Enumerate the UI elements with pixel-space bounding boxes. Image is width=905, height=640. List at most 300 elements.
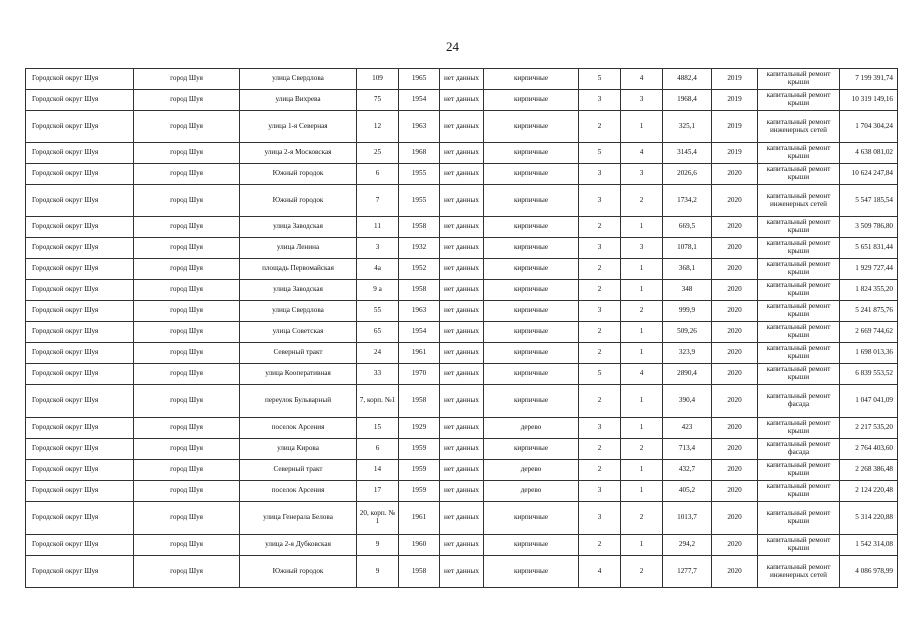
area-cell: 2026,6 [663,164,712,185]
cost-cell: 1 047 041,09 [840,385,898,418]
street-cell: поселок Арсения [240,418,357,439]
municipality-cell: Городской округ Шуя [26,185,134,217]
entrances-cell: 1 [621,322,663,343]
area-cell: 323,9 [663,343,712,364]
table-row [26,556,898,588]
cost-cell: 5 314 220,88 [840,502,898,535]
street-cell: Южный городок [240,556,357,588]
area-cell: 669,5 [663,217,712,238]
settlement-cell: город Шуя [134,259,240,280]
year-built-cell: 1954 [399,322,440,343]
cost-cell: 1 929 727,44 [840,259,898,280]
municipality-cell: Городской округ Шуя [26,481,134,502]
year-built-cell: 1961 [399,343,440,364]
year-built-cell: 1929 [399,418,440,439]
year-built-cell: 1959 [399,460,440,481]
house-number-cell: 7 [357,185,399,217]
repair-year-cell: 2019 [712,111,758,143]
settlement-cell: город Шуя [134,90,240,111]
table-row [26,185,898,217]
work-type-cell: капитальный ремонт крыши [758,502,840,535]
street-cell: улица Кирова [240,439,357,460]
table-row [26,238,898,259]
street-cell: Северный тракт [240,343,357,364]
house-number-cell: 11 [357,217,399,238]
municipality-cell: Городской округ Шуя [26,217,134,238]
wall-material-cell: кирпичные [484,111,579,143]
house-number-cell: 9 а [357,280,399,301]
street-cell: улица 2-я Дубковская [240,535,357,556]
work-type-cell: капитальный ремонт крыши [758,481,840,502]
street-cell: улица Заводская [240,280,357,301]
repair-year-cell: 2020 [712,364,758,385]
municipality-cell: Городской округ Шуя [26,238,134,259]
cost-cell: 2 268 386,48 [840,460,898,481]
wall-material-cell: кирпичные [484,385,579,418]
street-cell: улица Ленина [240,238,357,259]
floors-cell: 2 [579,385,621,418]
house-number-cell: 55 [357,301,399,322]
year-commissioned-cell: нет данных [440,69,484,90]
work-type-cell: капитальный ремонт крыши [758,418,840,439]
entrances-cell: 1 [621,481,663,502]
work-type-cell: капитальный ремонт крыши [758,364,840,385]
repair-year-cell: 2020 [712,217,758,238]
area-cell: 423 [663,418,712,439]
settlement-cell: город Шуя [134,439,240,460]
settlement-cell: город Шуя [134,385,240,418]
cost-cell: 2 124 220,48 [840,481,898,502]
area-cell: 999,9 [663,301,712,322]
cost-cell: 4 086 978,99 [840,556,898,588]
year-built-cell: 1955 [399,185,440,217]
settlement-cell: город Шуя [134,418,240,439]
year-commissioned-cell: нет данных [440,301,484,322]
settlement-cell: город Шуя [134,164,240,185]
wall-material-cell: кирпичные [484,143,579,164]
repair-year-cell: 2020 [712,259,758,280]
wall-material-cell: кирпичные [484,69,579,90]
work-type-cell: капитальный ремонт инженерных сетей [758,111,840,143]
year-commissioned-cell: нет данных [440,481,484,502]
floors-cell: 3 [579,164,621,185]
entrances-cell: 1 [621,259,663,280]
municipality-cell: Городской округ Шуя [26,460,134,481]
table-row [26,259,898,280]
settlement-cell: город Шуя [134,460,240,481]
table-row [26,69,898,90]
floors-cell: 2 [579,535,621,556]
municipality-cell: Городской округ Шуя [26,535,134,556]
municipality-cell: Городской округ Шуя [26,111,134,143]
municipality-cell: Городской округ Шуя [26,418,134,439]
entrances-cell: 1 [621,217,663,238]
year-commissioned-cell: нет данных [440,185,484,217]
year-commissioned-cell: нет данных [440,238,484,259]
year-commissioned-cell: нет данных [440,322,484,343]
year-built-cell: 1958 [399,217,440,238]
wall-material-cell: дерево [484,481,579,502]
year-commissioned-cell: нет данных [440,217,484,238]
cost-cell: 1 704 304,24 [840,111,898,143]
entrances-cell: 2 [621,502,663,535]
entrances-cell: 4 [621,143,663,164]
year-commissioned-cell: нет данных [440,259,484,280]
municipality-cell: Городской округ Шуя [26,556,134,588]
floors-cell: 2 [579,259,621,280]
wall-material-cell: кирпичные [484,238,579,259]
cost-cell: 5 547 185,54 [840,185,898,217]
page-number: 24 [446,39,459,54]
entrances-cell: 1 [621,418,663,439]
work-type-cell: капитальный ремонт крыши [758,280,840,301]
year-commissioned-cell: нет данных [440,502,484,535]
repair-year-cell: 2019 [712,143,758,164]
cost-cell: 10 624 247,84 [840,164,898,185]
entrances-cell: 2 [621,439,663,460]
floors-cell: 3 [579,502,621,535]
wall-material-cell: кирпичные [484,535,579,556]
area-cell: 713,4 [663,439,712,460]
area-cell: 1734,2 [663,185,712,217]
floors-cell: 3 [579,301,621,322]
floors-cell: 2 [579,280,621,301]
floors-cell: 5 [579,69,621,90]
wall-material-cell: кирпичные [484,364,579,385]
work-type-cell: капитальный ремонт фасада [758,385,840,418]
settlement-cell: город Шуя [134,185,240,217]
area-cell: 368,1 [663,259,712,280]
year-commissioned-cell: нет данных [440,111,484,143]
settlement-cell: город Шуя [134,364,240,385]
table-row [26,111,898,143]
entrances-cell: 1 [621,385,663,418]
repair-year-cell: 2020 [712,460,758,481]
year-commissioned-cell: нет данных [440,418,484,439]
table-row [26,143,898,164]
repair-year-cell: 2019 [712,90,758,111]
repair-year-cell: 2020 [712,481,758,502]
year-commissioned-cell: нет данных [440,280,484,301]
table-row [26,418,898,439]
entrances-cell: 3 [621,164,663,185]
cost-cell: 2 764 403,60 [840,439,898,460]
wall-material-cell: кирпичные [484,217,579,238]
settlement-cell: город Шуя [134,69,240,90]
house-number-cell: 17 [357,481,399,502]
house-number-cell: 9 [357,556,399,588]
year-built-cell: 1959 [399,481,440,502]
cost-cell: 2 217 535,20 [840,418,898,439]
municipality-cell: Городской округ Шуя [26,69,134,90]
municipality-cell: Городской округ Шуя [26,143,134,164]
floors-cell: 2 [579,460,621,481]
municipality-cell: Городской округ Шуя [26,90,134,111]
municipality-cell: Городской округ Шуя [26,322,134,343]
municipality-cell: Городской округ Шуя [26,301,134,322]
year-commissioned-cell: нет данных [440,439,484,460]
table-row [26,164,898,185]
house-number-cell: 20, корп. № 1 [357,502,399,535]
settlement-cell: город Шуя [134,535,240,556]
work-type-cell: капитальный ремонт крыши [758,217,840,238]
year-built-cell: 1968 [399,143,440,164]
cost-cell: 4 638 081,02 [840,143,898,164]
table-row [26,217,898,238]
repair-year-cell: 2020 [712,343,758,364]
municipality-cell: Городской округ Шуя [26,502,134,535]
area-cell: 405,2 [663,481,712,502]
floors-cell: 2 [579,439,621,460]
settlement-cell: город Шуя [134,343,240,364]
wall-material-cell: кирпичные [484,439,579,460]
table-row [26,322,898,343]
area-cell: 1277,7 [663,556,712,588]
wall-material-cell: кирпичные [484,343,579,364]
repair-year-cell: 2020 [712,322,758,343]
street-cell: Северный тракт [240,460,357,481]
work-type-cell: капитальный ремонт крыши [758,301,840,322]
cost-cell: 3 509 786,80 [840,217,898,238]
house-number-cell: 33 [357,364,399,385]
street-cell: улица Советская [240,322,357,343]
work-type-cell: капитальный ремонт крыши [758,238,840,259]
municipality-cell: Городской округ Шуя [26,439,134,460]
cost-cell: 5 241 875,76 [840,301,898,322]
floors-cell: 5 [579,143,621,164]
street-cell: переулок Бульварный [240,385,357,418]
house-number-cell: 24 [357,343,399,364]
work-type-cell: капитальный ремонт крыши [758,343,840,364]
work-type-cell: капитальный ремонт крыши [758,322,840,343]
street-cell: улица Вихрева [240,90,357,111]
municipality-cell: Городской округ Шуя [26,280,134,301]
floors-cell: 2 [579,111,621,143]
work-type-cell: капитальный ремонт крыши [758,259,840,280]
entrances-cell: 3 [621,238,663,259]
entrances-cell: 1 [621,343,663,364]
settlement-cell: город Шуя [134,322,240,343]
entrances-cell: 1 [621,460,663,481]
year-commissioned-cell: нет данных [440,364,484,385]
house-number-cell: 6 [357,164,399,185]
area-cell: 348 [663,280,712,301]
municipality-cell: Городской округ Шуя [26,385,134,418]
settlement-cell: город Шуя [134,143,240,164]
work-type-cell: капитальный ремонт крыши [758,69,840,90]
area-cell: 4882,4 [663,69,712,90]
work-type-cell: капитальный ремонт инженерных сетей [758,185,840,217]
settlement-cell: город Шуя [134,481,240,502]
work-type-cell: капитальный ремонт крыши [758,164,840,185]
street-cell: улица 2-я Московская [240,143,357,164]
wall-material-cell: кирпичные [484,185,579,217]
entrances-cell: 1 [621,280,663,301]
year-built-cell: 1965 [399,69,440,90]
area-cell: 294,2 [663,535,712,556]
year-commissioned-cell: нет данных [440,164,484,185]
floors-cell: 2 [579,322,621,343]
street-cell: улица Заводская [240,217,357,238]
house-number-cell: 14 [357,460,399,481]
table-row [26,343,898,364]
year-built-cell: 1959 [399,439,440,460]
repair-year-cell: 2020 [712,301,758,322]
table-row [26,364,898,385]
table-row [26,460,898,481]
house-number-cell: 7, корп. №1 [357,385,399,418]
year-built-cell: 1952 [399,259,440,280]
settlement-cell: город Шуя [134,238,240,259]
settlement-cell: город Шуя [134,217,240,238]
year-built-cell: 1932 [399,238,440,259]
cost-cell: 5 651 831,44 [840,238,898,259]
housing-repair-table [25,68,898,588]
repair-year-cell: 2019 [712,69,758,90]
municipality-cell: Городской округ Шуя [26,164,134,185]
street-cell: улица Кооперативная [240,364,357,385]
cost-cell: 10 319 149,16 [840,90,898,111]
floors-cell: 5 [579,364,621,385]
entrances-cell: 4 [621,364,663,385]
cost-cell: 1 824 355,20 [840,280,898,301]
street-cell: улица Свердлова [240,301,357,322]
year-built-cell: 1970 [399,364,440,385]
settlement-cell: город Шуя [134,556,240,588]
house-number-cell: 6 [357,439,399,460]
year-built-cell: 1955 [399,164,440,185]
house-number-cell: 12 [357,111,399,143]
entrances-cell: 4 [621,69,663,90]
table-row [26,280,898,301]
entrances-cell: 3 [621,90,663,111]
floors-cell: 2 [579,343,621,364]
work-type-cell: капитальный ремонт крыши [758,90,840,111]
wall-material-cell: кирпичные [484,164,579,185]
entrances-cell: 2 [621,301,663,322]
year-built-cell: 1958 [399,280,440,301]
house-number-cell: 25 [357,143,399,164]
wall-material-cell: кирпичные [484,90,579,111]
area-cell: 2890,4 [663,364,712,385]
street-cell: Южный городок [240,185,357,217]
area-cell: 1968,4 [663,90,712,111]
table-row [26,481,898,502]
wall-material-cell: кирпичные [484,502,579,535]
street-cell: площадь Первомайская [240,259,357,280]
repair-year-cell: 2020 [712,238,758,259]
wall-material-cell: кирпичные [484,259,579,280]
repair-year-cell: 2020 [712,556,758,588]
year-commissioned-cell: нет данных [440,385,484,418]
floors-cell: 3 [579,418,621,439]
house-number-cell: 15 [357,418,399,439]
repair-year-cell: 2020 [712,439,758,460]
municipality-cell: Городской округ Шуя [26,259,134,280]
year-commissioned-cell: нет данных [440,90,484,111]
work-type-cell: капитальный ремонт крыши [758,143,840,164]
year-built-cell: 1963 [399,301,440,322]
table-row [26,502,898,535]
work-type-cell: капитальный ремонт инженерных сетей [758,556,840,588]
entrances-cell: 1 [621,111,663,143]
wall-material-cell: дерево [484,418,579,439]
area-cell: 432,7 [663,460,712,481]
table-row [26,439,898,460]
table-row [26,90,898,111]
street-cell: улица Генерала Белова [240,502,357,535]
wall-material-cell: кирпичные [484,556,579,588]
repair-year-cell: 2020 [712,502,758,535]
municipality-cell: Городской округ Шуя [26,343,134,364]
repair-year-cell: 2020 [712,418,758,439]
area-cell: 325,1 [663,111,712,143]
repair-year-cell: 2020 [712,535,758,556]
table-row [26,385,898,418]
floors-cell: 3 [579,185,621,217]
wall-material-cell: кирпичные [484,280,579,301]
street-cell: улица 1-я Северная [240,111,357,143]
floors-cell: 3 [579,481,621,502]
floors-cell: 3 [579,238,621,259]
area-cell: 509,26 [663,322,712,343]
wall-material-cell: кирпичные [484,322,579,343]
house-number-cell: 3 [357,238,399,259]
area-cell: 1013,7 [663,502,712,535]
floors-cell: 3 [579,90,621,111]
repair-year-cell: 2020 [712,164,758,185]
year-built-cell: 1963 [399,111,440,143]
house-number-cell: 75 [357,90,399,111]
table-row [26,301,898,322]
year-commissioned-cell: нет данных [440,460,484,481]
area-cell: 390,4 [663,385,712,418]
year-commissioned-cell: нет данных [440,143,484,164]
cost-cell: 2 669 744,62 [840,322,898,343]
year-commissioned-cell: нет данных [440,556,484,588]
year-built-cell: 1958 [399,385,440,418]
settlement-cell: город Шуя [134,111,240,143]
wall-material-cell: дерево [484,460,579,481]
year-built-cell: 1958 [399,556,440,588]
work-type-cell: капитальный ремонт фасада [758,439,840,460]
settlement-cell: город Шуя [134,280,240,301]
house-number-cell: 109 [357,69,399,90]
entrances-cell: 2 [621,185,663,217]
repair-year-cell: 2020 [712,280,758,301]
repair-year-cell: 2020 [712,385,758,418]
cost-cell: 1 542 314,08 [840,535,898,556]
street-cell: поселок Арсения [240,481,357,502]
wall-material-cell: кирпичные [484,301,579,322]
entrances-cell: 1 [621,535,663,556]
municipality-cell: Городской округ Шуя [26,364,134,385]
house-number-cell: 65 [357,322,399,343]
settlement-cell: город Шуя [134,502,240,535]
repair-year-cell: 2020 [712,185,758,217]
cost-cell: 6 839 553,52 [840,364,898,385]
cost-cell: 1 698 013,36 [840,343,898,364]
area-cell: 3145,4 [663,143,712,164]
settlement-cell: город Шуя [134,301,240,322]
table-row [26,535,898,556]
year-built-cell: 1954 [399,90,440,111]
street-cell: улица Свердлова [240,69,357,90]
entrances-cell: 2 [621,556,663,588]
street-cell: Южный городок [240,164,357,185]
year-built-cell: 1960 [399,535,440,556]
table-body [26,69,898,588]
